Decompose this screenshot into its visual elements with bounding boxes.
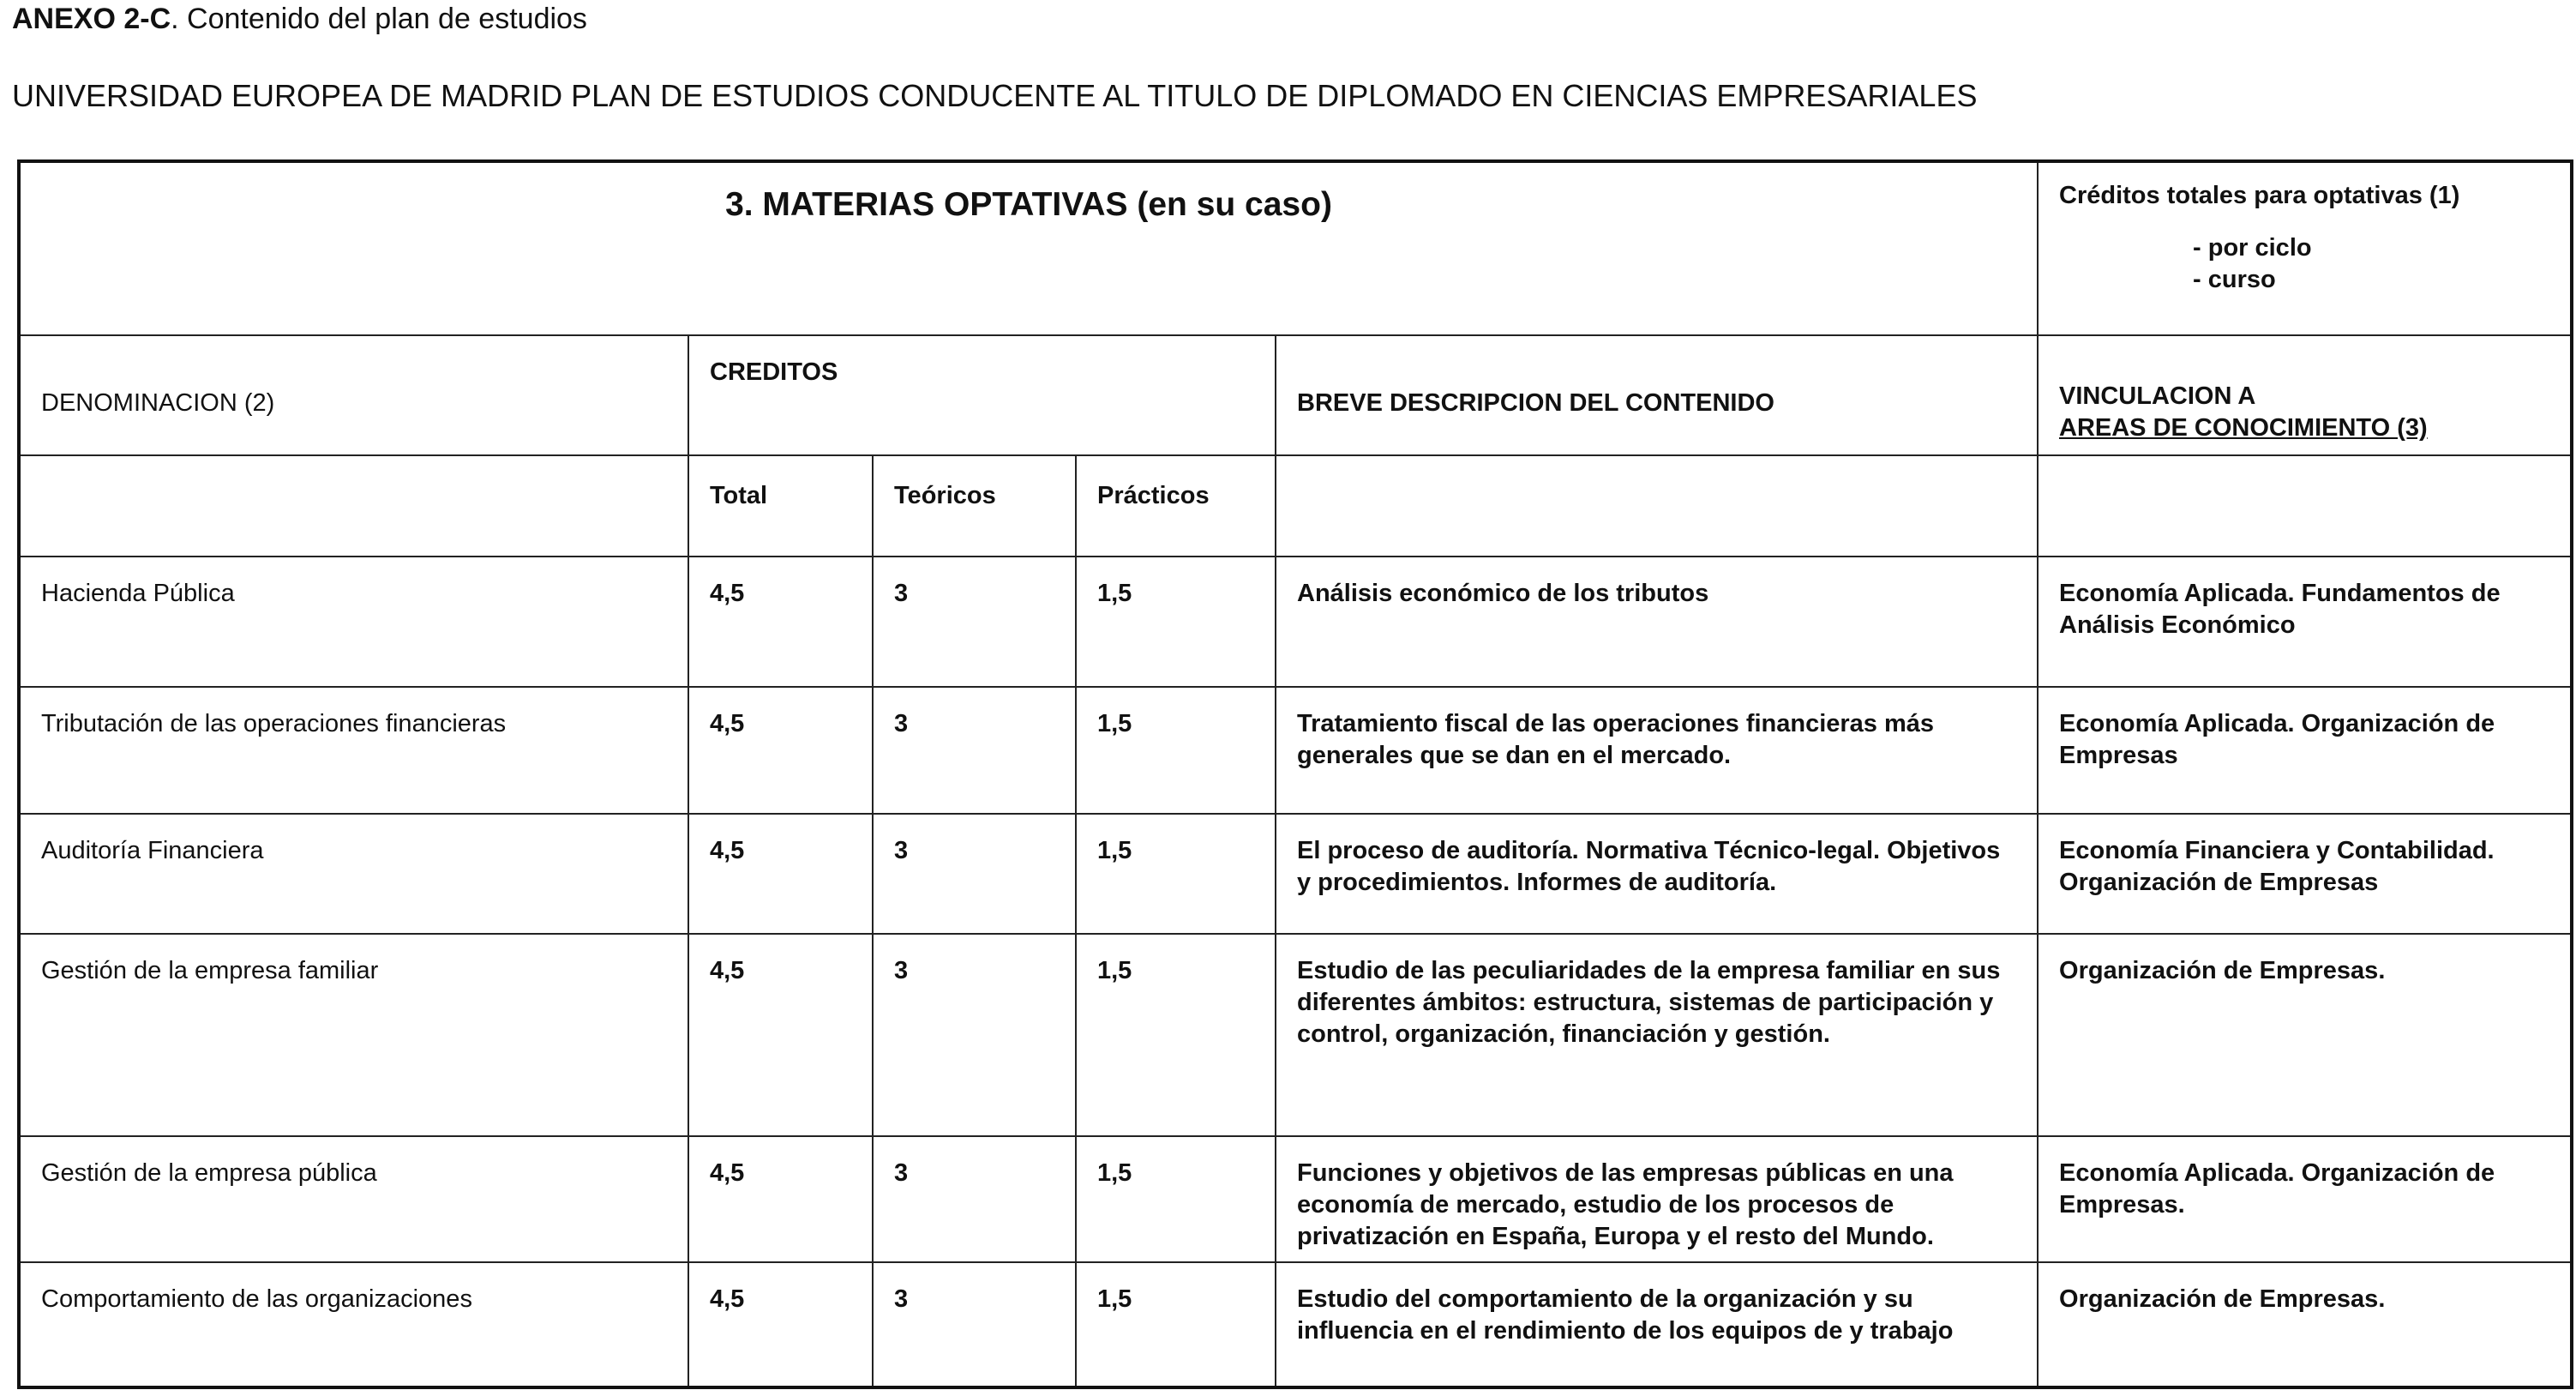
table-title-row [19, 161, 2572, 335]
annex-subtitle: . Contenido del plan de estudios [171, 3, 587, 35]
row-teoricos: 3 [894, 957, 909, 984]
table-title: 3. MATERIAS OPTATIVAS (en su caso) [725, 186, 1332, 223]
row-descripcion: Tratamiento fiscal de las operaciones financieras más generales que se dan en el mercado. [1297, 710, 1935, 769]
table-row [19, 557, 2572, 687]
row-practicos: 1,5 [1097, 710, 1132, 737]
university-title: UNIVERSIDAD EUROPEA DE MADRID PLAN DE ESTUDIOS CONDUCENTE AL TITULO DE DIPLOMADO EN CIENCIAS EMPRESARIALES [12, 78, 1978, 113]
table-row [19, 1262, 2572, 1387]
row-vinculacion: Organización de Empresas. [2059, 957, 2386, 984]
total-credits-title: Créditos totales para optativas (1) [2059, 182, 2460, 209]
table-row [19, 814, 2572, 934]
col-vinculacion-cell [2038, 335, 2572, 455]
col-creditos-cell [688, 335, 1276, 455]
row-descripcion: Estudio de las peculiaridades de la empresa familiar en sus diferentes ámbitos: estructura, sistemas de participación y control, organización, financiación y gestión. [1297, 957, 2001, 1048]
row-teoricos: 3 [894, 1159, 909, 1187]
row-descripcion: Estudio del comportamiento de la organización y su influencia en el rendimiento de los equipos de y trabajo [1297, 1285, 1954, 1345]
row-vinculacion: Economía Aplicada. Fundamentos de Análisis Económico [2059, 580, 2501, 639]
credits-subheader-row [19, 455, 2572, 557]
subheader-practicos-cell [1076, 455, 1276, 557]
table-title-cell [19, 161, 2038, 335]
subheader-practicos: Prácticos [1097, 482, 1210, 509]
col-denominacion-cell [19, 335, 688, 455]
subheader-total-cell [688, 455, 873, 557]
row-practicos: 1,5 [1097, 1285, 1132, 1313]
subheader-teoricos-cell [873, 455, 1076, 557]
row-denominacion: Hacienda Pública [41, 580, 235, 607]
total-credits-cell [2038, 161, 2572, 335]
row-teoricos: 3 [894, 1285, 909, 1313]
subheader-teoricos: Teóricos [894, 482, 996, 509]
row-total: 4,5 [710, 957, 745, 984]
row-total: 4,5 [710, 1159, 745, 1187]
row-denominacion: Gestión de la empresa familiar [41, 957, 379, 984]
column-header-row [19, 335, 2572, 455]
subheader-total: Total [710, 482, 768, 509]
row-denominacion: Tributación de las operaciones financieras [41, 710, 507, 737]
row-practicos: 1,5 [1097, 837, 1132, 864]
row-total: 4,5 [710, 837, 745, 864]
annex-heading [12, 2, 587, 36]
col-descripcion-cell [1276, 335, 2038, 455]
row-vinculacion: Economía Aplicada. Organización de Empresas [2059, 710, 2495, 769]
col-creditos: CREDITOS [710, 358, 838, 386]
row-descripcion: El proceso de auditoría. Normativa Técnico-legal. Objetivos y procedimientos. Informes de auditoría. [1297, 837, 2001, 896]
row-vinculacion: Economía Financiera y Contabilidad. Organización de Empresas [2059, 837, 2495, 896]
col-denominacion: DENOMINACION (2) [41, 389, 275, 417]
row-practicos: 1,5 [1097, 957, 1132, 984]
table-row [19, 1136, 2572, 1262]
row-descripcion: Funciones y objetivos de las empresas públicas en una economía de mercado, estudio de los procesos de privatización en España, Europa y el resto del Mundo. [1297, 1159, 1954, 1250]
row-total: 4,5 [710, 710, 745, 737]
col-descripcion: BREVE DESCRIPCION DEL CONTENIDO [1297, 389, 1774, 417]
table-row [19, 934, 2572, 1136]
total-credits-per-course: - curso [2193, 266, 2276, 293]
row-descripcion: Análisis económico de los tributos [1297, 580, 1709, 607]
row-total: 4,5 [710, 1285, 745, 1313]
row-vinculacion: Organización de Empresas. [2059, 1285, 2386, 1313]
row-denominacion: Auditoría Financiera [41, 837, 264, 864]
row-teoricos: 3 [894, 580, 909, 607]
row-vinculacion: Economía Aplicada. Organización de Empresas. [2059, 1159, 2495, 1218]
subheader-empty-descripcion [1276, 455, 2038, 557]
row-teoricos: 3 [894, 837, 909, 864]
row-denominacion: Gestión de la empresa pública [41, 1159, 377, 1187]
annex-label: ANEXO 2-C [12, 3, 171, 35]
total-credits-per-cycle: - por ciclo [2193, 234, 2312, 262]
col-vinculacion-line1: VINCULACION A [2059, 382, 2256, 410]
row-practicos: 1,5 [1097, 1159, 1132, 1187]
row-total: 4,5 [710, 580, 745, 607]
row-practicos: 1,5 [1097, 580, 1132, 607]
subheader-empty-denominacion [19, 455, 688, 557]
optional-subjects-table [17, 159, 2573, 1389]
table-row [19, 687, 2572, 814]
row-denominacion: Comportamiento de las organizaciones [41, 1285, 472, 1313]
row-teoricos: 3 [894, 710, 909, 737]
subheader-empty-vinculacion [2038, 455, 2572, 557]
col-vinculacion-line2: AREAS DE CONOCIMIENTO (3) [2059, 414, 2428, 442]
